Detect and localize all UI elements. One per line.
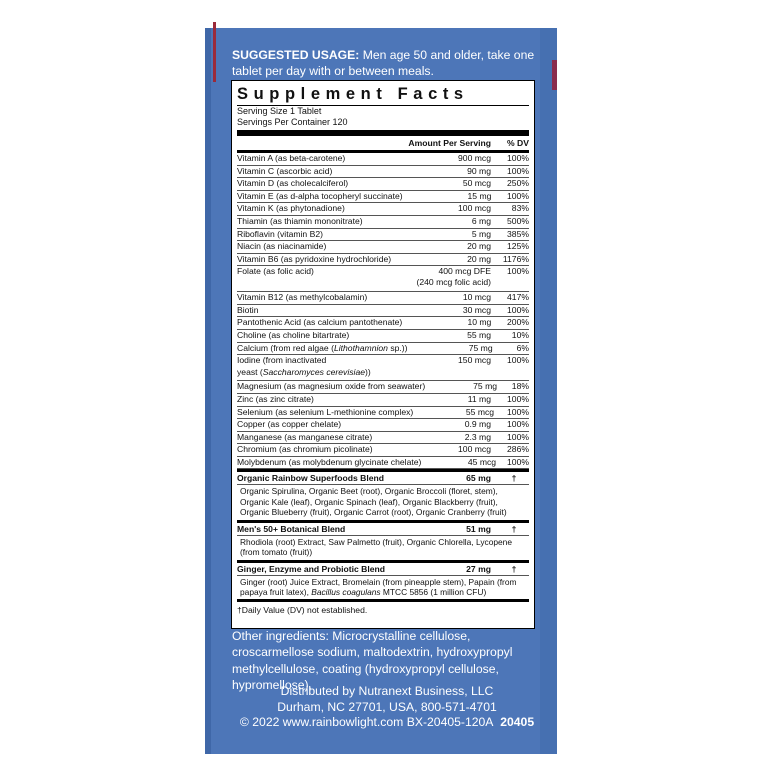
nutrient-amount: 900 mcg — [458, 153, 491, 163]
nutrient-name: Vitamin B6 (as pyridoxine hydrochloride) — [237, 253, 392, 264]
blend-dv: † — [511, 523, 517, 534]
nutrient-amount: 50 mcg — [462, 178, 491, 189]
blend-row — [237, 472, 529, 485]
servings-per-container: Servings Per Container 120 — [237, 116, 348, 127]
nutrient-amount: 6 mg — [471, 215, 491, 226]
nutrient-amount: 150 mcg — [458, 355, 491, 366]
nutrient-name: Manganese (as manganese citrate) — [237, 431, 373, 442]
nutrient-row — [237, 191, 529, 204]
usage-heading: SUGGESTED USAGE: — [232, 48, 360, 62]
nutrient-amount: 30 mcg — [462, 304, 491, 315]
nutrient-name: Vitamin A (as beta-carotene) — [237, 153, 346, 163]
nutrient-name: Biotin — [237, 304, 259, 315]
nutrient-dv: 100% — [507, 406, 529, 417]
nutrient-amount: 0.9 mg — [464, 419, 491, 430]
nutrient-amount: 20 mg — [467, 241, 491, 252]
nutrient-amount: 100 mcg — [458, 203, 491, 214]
nutrient-name: Folate (as folic acid) — [237, 266, 314, 277]
nutrient-name: Vitamin K (as phytonadione) — [237, 203, 345, 214]
nutrient-dv: 18% — [511, 381, 529, 392]
distributor-line-2: Durham, NC 27701, USA, 800-571-4701 — [277, 699, 497, 714]
blend-ingredients: Rhodiola (root) Extract, Saw Palmetto (fruit), Organic Chlorella, Lycopene (from tomato (fruit)) — [237, 536, 529, 563]
distributor-info — [232, 684, 542, 731]
nutrient-row — [237, 216, 529, 229]
usage-text: Men age 50 and older, take one tablet per day with or between meals. — [232, 48, 535, 78]
nutrient-dv: 417% — [507, 292, 529, 303]
nutrient-name: Magnesium (as magnesium oxide from seawater) — [237, 381, 426, 392]
nutrient-name: Vitamin D (as cholecalciferol) — [237, 178, 349, 189]
nutrient-amount: 5 mg — [471, 228, 491, 239]
facts-title: Supplement Facts — [237, 85, 469, 103]
dv-header: % DV — [507, 138, 529, 148]
nutrient-row — [237, 432, 529, 445]
blend-ingredients: Organic Spirulina, Organic Beet (root), Organic Broccoli (floret, stem), Organic Kale (leaf), Organic Spinach (leaf), Organic Blackberry (fruit), Organic Blueberry (fruit), Organic Carrot (root), Organic Cranberry (fruit) — [237, 485, 529, 522]
nutrient-row — [237, 241, 529, 254]
nutrient-amount: 15 mg — [467, 190, 492, 201]
nutrient-row — [237, 444, 529, 457]
package-flap-accent — [213, 22, 216, 82]
nutrient-name: Vitamin B12 (as methylcobalamin) — [237, 292, 368, 303]
package-flap-accent-right — [552, 60, 557, 90]
nutrient-name: Molybdenum (as molybdenum glycinate chelate) — [237, 456, 422, 467]
nutrient-dv: 200% — [507, 317, 529, 328]
nutrient-name: Pantothenic Acid (as calcium pantothenate) — [237, 317, 403, 328]
blend-ingredients: Ginger (root) Juice Extract, Bromelain (from pineapple stem), Papain (from papaya fruit latex), Bacillus coagulans MTCC 5856 (1 million CFU) — [240, 576, 517, 597]
blend-dv: † — [511, 473, 517, 484]
nutrient-dv: 6% — [516, 342, 529, 353]
nutrient-dv: 100% — [507, 304, 529, 315]
nutrient-row — [237, 266, 529, 292]
nutrient-dv: 100% — [507, 419, 529, 430]
nutrient-dv: 83% — [511, 203, 529, 214]
nutrient-row — [237, 355, 529, 381]
nutrient-name: Riboflavin (vitamin B2) — [237, 228, 323, 239]
nutrient-amount: 11 mg — [467, 393, 491, 404]
nutrient-amount: 75 mg — [473, 381, 498, 392]
dv-footnote: †Daily Value (DV) not established. — [237, 605, 368, 616]
blend-row — [237, 523, 529, 536]
package-right-side — [540, 28, 557, 754]
blend-name: Ginger, Enzyme and Probiotic Blend — [237, 563, 386, 574]
blend-row — [237, 563, 529, 576]
nutrient-amount: 90 mg — [467, 165, 491, 176]
nutrient-name: Copper (as copper chelate) — [237, 419, 342, 430]
nutrient-row — [237, 381, 529, 394]
product-code: 20405 — [500, 715, 535, 730]
nutrient-name: Zinc (as zinc citrate) — [237, 393, 314, 404]
nutrient-name: Vitamin C (ascorbic acid) — [237, 165, 333, 176]
nutrient-row — [237, 317, 529, 330]
nutrient-name: Niacin (as niacinamide) — [237, 241, 327, 252]
nutrient-dv: 10% — [511, 329, 529, 340]
blend-dv: † — [511, 563, 517, 574]
nutrient-row — [237, 229, 529, 242]
nutrient-amount: 400 mcg DFE (240 mcg folic acid) — [416, 266, 491, 287]
nutrient-dv: 125% — [507, 241, 529, 252]
serving-size: Serving Size 1 Tablet — [237, 106, 322, 116]
blend-amount: 51 mg — [466, 523, 491, 534]
distributor-line-1: Distributed by Nutranext Business, LLC — [280, 684, 494, 698]
nutrient-row — [237, 343, 529, 356]
nutrient-dv: 100% — [507, 431, 529, 442]
nutrient-amount: 45 mcg — [467, 456, 497, 467]
nutrient-amount: 55 mg — [467, 329, 491, 340]
blend-table — [237, 472, 529, 599]
nutrient-dv: 100% — [507, 190, 529, 201]
nutrient-dv: 100% — [507, 266, 529, 277]
nutrient-row — [237, 305, 529, 318]
nutrient-row — [237, 457, 529, 470]
nutrient-dv: 100% — [507, 393, 529, 404]
amount-header: Amount Per Serving — [408, 138, 491, 148]
nutrient-dv: 286% — [507, 444, 529, 455]
nutrient-dv: 1176% — [502, 253, 529, 264]
nutrient-row — [237, 254, 529, 267]
nutrient-amount: 55 mcg — [465, 406, 495, 417]
nutrient-name: Vitamin E (as d-alpha tocopheryl succinate) — [237, 190, 403, 201]
nutrient-row — [237, 330, 529, 343]
nutrient-dv: 100% — [507, 165, 529, 176]
nutrient-name: Choline (as choline bitartrate) — [237, 329, 350, 340]
other-ingredients: Other ingredients: Microcrystalline cellulose, croscarmellose sodium, maltodextrin, hydroxypropyl methylcellulose, coating (hydroxypropyl cellulose, hypromellose). — [232, 629, 513, 692]
nutrient-dv: 100% — [507, 456, 529, 467]
nutrient-name: Calcium (from red algae (Lithothamnion sp.)) — [237, 342, 408, 353]
nutrient-amount: 20 mg — [467, 253, 491, 264]
nutrient-dv: 250% — [507, 178, 529, 189]
nutrient-row — [237, 394, 529, 407]
nutrient-row — [237, 203, 529, 216]
blend-amount: 27 mg — [466, 563, 491, 574]
nutrient-amount: 75 mg — [468, 342, 493, 353]
nutrient-name: Selenium (as selenium L-methionine complex) — [237, 406, 414, 417]
nutrient-table — [237, 153, 529, 469]
suggested-usage — [232, 47, 537, 79]
nutrient-row — [237, 153, 529, 166]
copyright-line: © 2022 www.rainbowlight.com BX-20405-120A — [239, 715, 494, 730]
nutrient-amount: 10 mcg — [462, 292, 491, 303]
nutrient-name: Chromium (as chromium picolinate) — [237, 444, 373, 455]
nutrient-dv: 385% — [507, 228, 529, 239]
blend-name: Organic Rainbow Superfoods Blend — [237, 473, 385, 484]
nutrient-dv: 100% — [507, 153, 529, 163]
nutrient-amount: 10 mg — [467, 317, 492, 328]
nutrient-dv: 500% — [507, 215, 529, 226]
nutrient-row — [237, 407, 529, 420]
nutrient-row — [237, 292, 529, 305]
nutrient-row — [237, 419, 529, 432]
supplement-facts-panel — [231, 80, 535, 629]
blend-amount: 65 mg — [466, 473, 491, 484]
nutrient-dv: 100% — [507, 355, 529, 366]
facts-column-header — [237, 136, 529, 150]
nutrient-amount: 100 mcg — [458, 444, 491, 455]
nutrient-amount: 2.3 mg — [464, 431, 491, 442]
blend-name: Men's 50+ Botanical Blend — [237, 523, 346, 534]
nutrient-row — [237, 166, 529, 179]
nutrient-name: Iodine (from inactivated yeast (Saccharomyces cerevisiae)) — [237, 355, 371, 377]
nutrient-row — [237, 178, 529, 191]
nutrient-name: Thiamin (as thiamin mononitrate) — [237, 215, 363, 226]
package-left-edge — [205, 28, 211, 754]
